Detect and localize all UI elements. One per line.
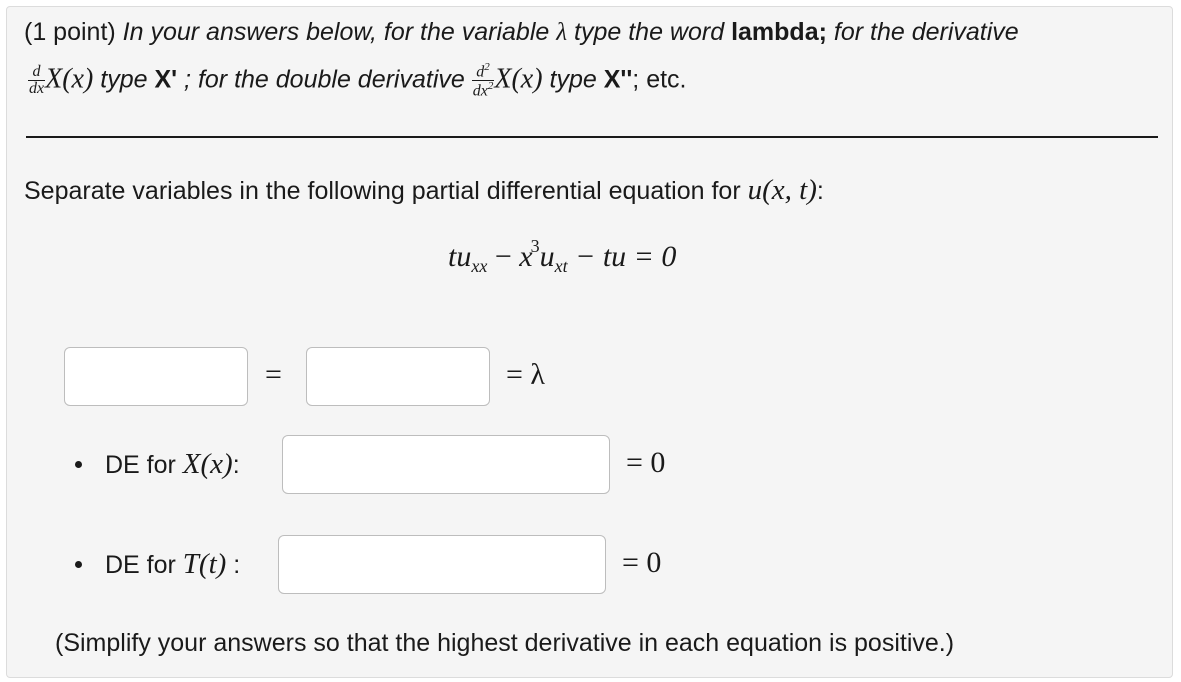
de-x-label [105, 448, 240, 481]
d2-exponent: 2 [484, 61, 490, 73]
de-t-input[interactable] [278, 535, 606, 594]
prompt-text: Separate variables in the following partial differential equation for [24, 177, 741, 205]
de-x-prefix: DE for [105, 451, 183, 479]
x-of-x-2: X(x) [494, 63, 543, 95]
pde-equation [448, 236, 676, 277]
lambda-symbol: λ [556, 19, 568, 46]
x-prime-text: X' [154, 65, 178, 94]
separation-right-input[interactable] [306, 347, 490, 406]
pde-x: x [519, 240, 533, 273]
section-divider [26, 136, 1158, 138]
de-x-function: X(x) [182, 448, 233, 480]
problem-prompt [24, 174, 824, 207]
instructions-type-the-word: type the word [574, 18, 725, 46]
type-word: type [100, 65, 148, 94]
prompt-colon: : [816, 177, 824, 205]
derivative-denominator: dx [29, 80, 45, 98]
etc-text: ; etc. [632, 65, 687, 94]
d2-d: d [476, 63, 485, 81]
pde-rest: − tu = 0 [567, 240, 677, 273]
point-value: (1 point) [24, 18, 116, 46]
instructions-intro: In your answers below, for the variable [122, 18, 550, 46]
separation-left-input[interactable] [64, 347, 248, 406]
equals-lambda: = λ [506, 358, 545, 391]
dx2-exponent: 2 [487, 80, 494, 93]
double-derivative-fraction [472, 62, 495, 100]
instructions-line-1 [24, 18, 1019, 47]
de-t-function: T(t) [182, 548, 227, 580]
instructions-line-2 [28, 62, 686, 100]
x-double-prime-text: X'' [603, 65, 633, 94]
de-x-equals-zero: = 0 [626, 446, 666, 479]
simplify-note: (Simplify your answers so that the highest derivative in each equation is positive.) [55, 629, 955, 657]
pde-sub-xt: xt [554, 256, 568, 276]
double-derivative-numerator [472, 62, 495, 81]
pde-u: u [539, 240, 555, 273]
prompt-function: u(x, t) [747, 174, 817, 206]
lambda-word: lambda; [731, 18, 827, 46]
dx2-dx: dx [472, 82, 488, 100]
de-t-label [105, 548, 240, 581]
x-of-x: X(x) [45, 63, 94, 95]
bullet-de-t [75, 561, 82, 568]
de-t-prefix: DE for [105, 551, 183, 579]
pde-sub-xx: xx [471, 256, 488, 276]
derivative-numerator: d [28, 64, 45, 81]
pde-exponent: 3 [530, 236, 540, 256]
type-word-2: type [549, 65, 597, 94]
de-x-input[interactable] [282, 435, 610, 494]
semicolon: ; [184, 65, 191, 94]
de-t-equals-zero: = 0 [622, 546, 662, 579]
separation-equals: = [265, 358, 282, 391]
bullet-de-x [75, 461, 82, 468]
derivative-fraction [28, 64, 45, 97]
instructions-for-derivative: for the derivative [833, 18, 1019, 46]
de-x-colon: : [232, 451, 240, 479]
instructions-for-double: for the double derivative [197, 65, 465, 94]
de-t-colon: : [226, 551, 241, 579]
pde-minus: − [487, 240, 520, 273]
pde-tu: tu [448, 240, 472, 273]
double-derivative-denominator [472, 81, 495, 99]
